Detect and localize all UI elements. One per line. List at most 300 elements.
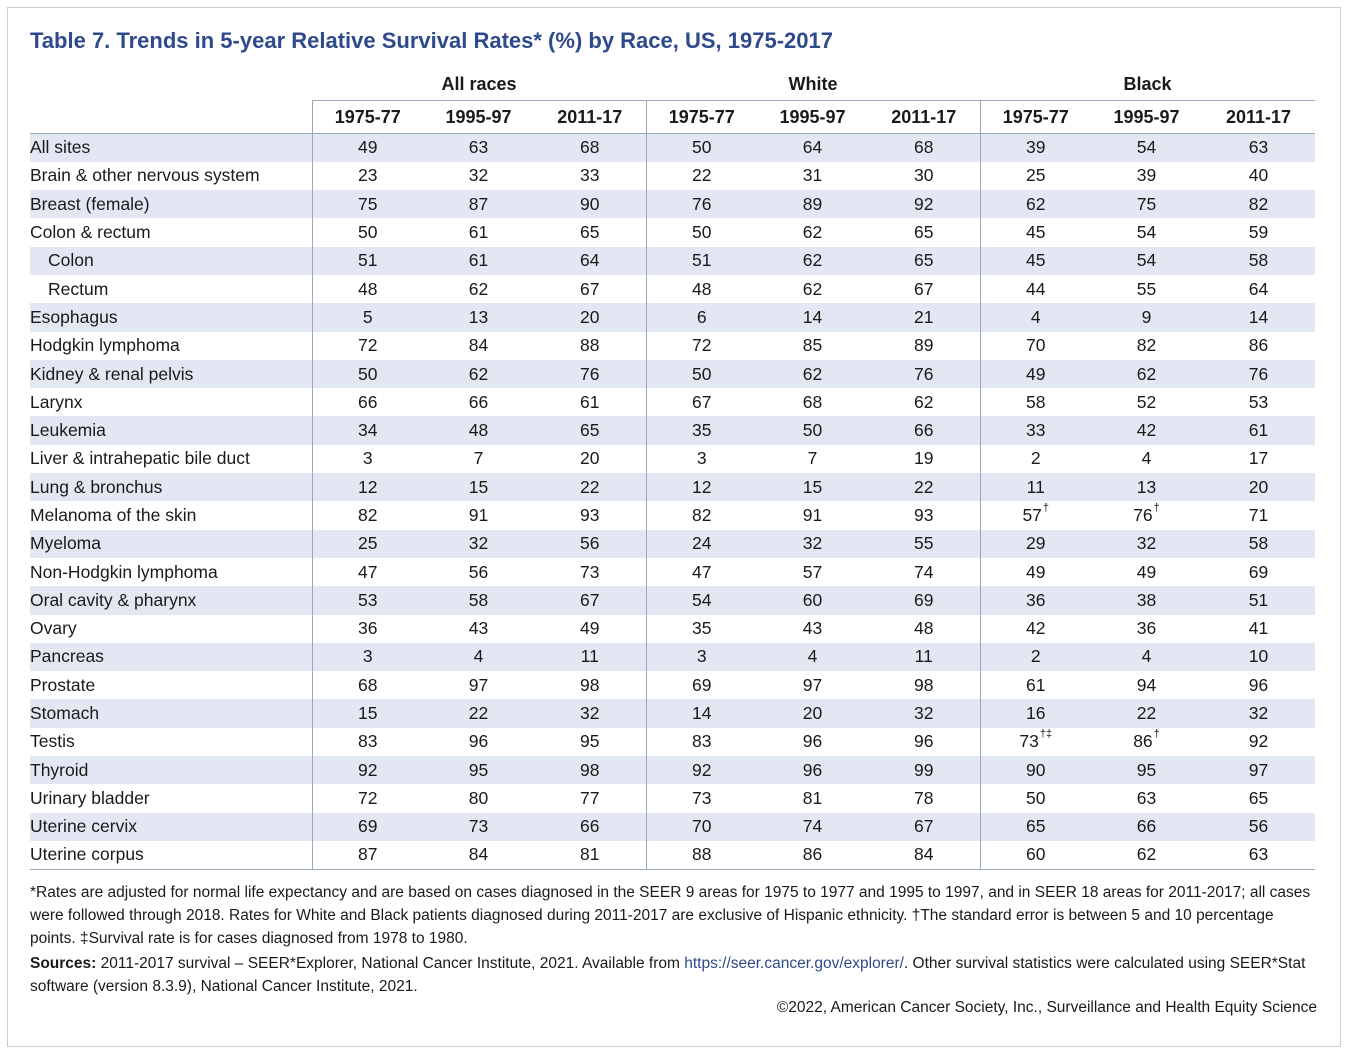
- cell-value: 62: [1136, 844, 1157, 865]
- table-cell: [534, 275, 646, 303]
- cell-value: 82: [1248, 193, 1269, 214]
- row-label: Testis: [30, 731, 75, 752]
- cell-value: 6: [696, 306, 707, 327]
- cell-value: 33: [1026, 420, 1046, 441]
- cell-value: 70: [692, 816, 712, 837]
- cell-value: 50: [1026, 787, 1046, 808]
- table-cell: [757, 134, 868, 162]
- row-label: Rectum: [48, 278, 109, 299]
- table-cell: [757, 784, 868, 812]
- period-header: 1975-77: [312, 101, 423, 134]
- table-cell: [980, 303, 1091, 331]
- cell-value: 7: [473, 448, 484, 469]
- cell-value: 4: [807, 646, 818, 667]
- table-cell: [534, 841, 646, 869]
- cell-value: 14: [1248, 306, 1269, 327]
- table-cell: [312, 218, 423, 246]
- table-row: [30, 275, 1315, 303]
- cell-value: 51: [358, 250, 378, 271]
- table-cell: [757, 445, 868, 473]
- table-cell: [423, 699, 534, 727]
- table-title: Table 7. Trends in 5-year Relative Survival Rates* (%) by Race, US, 1975-2017: [30, 28, 833, 53]
- cell-value: 75: [358, 193, 378, 214]
- row-label: Uterine corpus: [30, 841, 312, 869]
- cell-value: 43: [802, 618, 823, 639]
- table-cell: [423, 445, 534, 473]
- table-cell: [312, 841, 423, 869]
- cell-value: 33: [580, 165, 600, 186]
- cell-value: 92: [1248, 731, 1269, 752]
- table-cell: [757, 218, 868, 246]
- cell-value: 3: [362, 448, 373, 469]
- table-cell: [980, 728, 1091, 756]
- table-row: [30, 218, 1315, 246]
- row-label: Non-Hodgkin lymphoma: [30, 561, 218, 582]
- table-cell: [757, 671, 868, 699]
- cell-value: 22: [468, 703, 489, 724]
- table-cell: [980, 416, 1091, 444]
- cell-value: 2: [1030, 646, 1041, 667]
- cell-value: 15: [802, 476, 823, 497]
- table-cell: [1202, 784, 1315, 812]
- row-label: Myeloma: [30, 533, 101, 554]
- table-cell: [980, 558, 1091, 586]
- table-row: [30, 134, 1315, 162]
- cell-value: 58: [1248, 250, 1269, 271]
- cell-value: 89: [802, 193, 823, 214]
- cell-value: 32: [1248, 703, 1269, 724]
- period-header: 1975-77: [646, 101, 757, 134]
- table-cell: [1091, 558, 1202, 586]
- table-cell: [1202, 332, 1315, 360]
- cell-value: 96: [1248, 674, 1269, 695]
- table-cell: [534, 530, 646, 558]
- cell-value: 73: [1019, 731, 1039, 752]
- table-cell: [312, 501, 423, 529]
- table-cell: [312, 586, 423, 614]
- table-cell: [534, 558, 646, 586]
- table-cell: [534, 699, 646, 727]
- cell-value: 72: [692, 335, 712, 356]
- cell-value: 62: [802, 363, 823, 384]
- cell-value: 52: [1136, 391, 1157, 412]
- table-cell: [534, 728, 646, 756]
- table-row: [30, 615, 1315, 643]
- table-cell: [1091, 162, 1202, 190]
- table-cell: [534, 332, 646, 360]
- table-cell: [646, 671, 757, 699]
- table-cell: [1202, 303, 1315, 331]
- cell-value: 81: [580, 844, 600, 865]
- table-cell: [868, 360, 980, 388]
- table-cell: [980, 360, 1091, 388]
- table-cell: [646, 303, 757, 331]
- cell-value: 32: [802, 533, 823, 554]
- cell-value: 96: [914, 731, 934, 752]
- table-cell: [757, 615, 868, 643]
- cell-value: 25: [358, 533, 378, 554]
- cell-value: 73: [692, 787, 712, 808]
- table-cell: [980, 388, 1091, 416]
- cell-value: 54: [692, 589, 712, 610]
- cell-value: 3: [696, 646, 707, 667]
- cell-value: 65: [580, 420, 600, 441]
- cell-value: 50: [692, 363, 712, 384]
- cell-value: 49: [580, 618, 600, 639]
- cell-value: 86: [802, 844, 823, 865]
- table-row: [30, 445, 1315, 473]
- table-cell: [646, 841, 757, 869]
- table-cell: [1091, 671, 1202, 699]
- copyright-line: ©2022, American Cancer Society, Inc., Surveillance and Health Equity Science: [776, 999, 1317, 1016]
- sources-text: 2011-2017 survival – SEER*Explorer, National Cancer Institute, 2021. Available from: [96, 955, 685, 972]
- table-cell: [646, 162, 757, 190]
- table-cell: [868, 190, 980, 218]
- row-label: Kidney & renal pelvis: [30, 363, 194, 384]
- table-cell: [423, 841, 534, 869]
- cell-value: 22: [580, 476, 600, 497]
- cell-value: 91: [468, 505, 489, 525]
- table-cell: [312, 643, 423, 671]
- table-cell: [757, 728, 868, 756]
- cell-value: 20: [580, 448, 600, 469]
- cell-value: 67: [914, 816, 934, 837]
- cell-value: 89: [914, 335, 934, 356]
- table-cell: [646, 416, 757, 444]
- table-cell: [423, 218, 534, 246]
- cell-value: 32: [580, 703, 600, 724]
- table-cell: [980, 671, 1091, 699]
- table-cell: [757, 388, 868, 416]
- cell-value: 82: [358, 505, 378, 525]
- table-cell: [868, 558, 980, 586]
- table-cell: [980, 134, 1091, 162]
- cell-value: 3: [696, 448, 707, 469]
- table-cell: [757, 586, 868, 614]
- cell-value: 90: [580, 193, 600, 214]
- cell-value: 50: [692, 137, 712, 158]
- cell-value: 4: [473, 646, 484, 667]
- table-cell: [1091, 530, 1202, 558]
- row-label: Thyroid: [30, 759, 89, 780]
- table-cell: [646, 247, 757, 275]
- table-cell: [980, 162, 1091, 190]
- table-cell: [868, 473, 980, 501]
- cell-value: 93: [580, 505, 600, 525]
- table-row: [30, 756, 1315, 784]
- table-cell: [1091, 643, 1202, 671]
- cell-value: 47: [358, 561, 378, 582]
- table-cell: [757, 643, 868, 671]
- cell-value: 62: [802, 250, 823, 271]
- cell-value: 86: [1248, 335, 1269, 356]
- table-cell: [312, 530, 423, 558]
- table-cell: [1091, 388, 1202, 416]
- cell-value: 23: [358, 165, 378, 186]
- table-cell: [757, 162, 868, 190]
- cell-value: 49: [1026, 363, 1046, 384]
- survival-table: [30, 68, 1315, 870]
- table-cell: [757, 841, 868, 869]
- cell-value: 24: [692, 533, 712, 554]
- cell-value: 78: [914, 787, 934, 808]
- cell-value: 63: [468, 137, 489, 158]
- table-row: [30, 360, 1315, 388]
- table-cell: [1202, 756, 1315, 784]
- cell-value: 58: [1026, 391, 1046, 412]
- table-cell: [312, 134, 423, 162]
- cell-value: 57: [802, 561, 823, 582]
- row-label: Lung & bronchus: [30, 476, 163, 497]
- row-label: Uterine cervix: [30, 816, 137, 837]
- table-cell: [1091, 134, 1202, 162]
- table-cell: [534, 671, 646, 699]
- cell-value: 4: [1030, 306, 1041, 327]
- period-header-row: [30, 101, 1315, 134]
- cell-value: 53: [1248, 391, 1269, 412]
- cell-value: 69: [358, 816, 378, 837]
- cell-value: 90: [1026, 759, 1046, 780]
- footnote-mark: †: [1042, 502, 1050, 514]
- cell-value: 50: [358, 363, 378, 384]
- cell-value: 49: [1026, 561, 1046, 582]
- table-cell: [868, 643, 980, 671]
- cell-value: 60: [802, 589, 823, 610]
- table-cell: [980, 586, 1091, 614]
- table-cell: [980, 332, 1091, 360]
- table-cell: [980, 445, 1091, 473]
- table-cell: [980, 501, 1091, 529]
- table-body: [30, 134, 1315, 870]
- cell-value: 36: [1136, 618, 1157, 639]
- cell-value: 5: [362, 306, 373, 327]
- table-cell: [646, 558, 757, 586]
- row-label: Prostate: [30, 674, 96, 695]
- row-label: Larynx: [30, 391, 83, 412]
- cell-value: 62: [1136, 363, 1157, 384]
- table-cell: [646, 586, 757, 614]
- cell-value: 57: [1022, 505, 1042, 525]
- cell-value: 12: [358, 476, 378, 497]
- cell-value: 47: [692, 561, 712, 582]
- table-cell: [312, 416, 423, 444]
- table-cell: [1202, 699, 1315, 727]
- cell-value: 59: [1248, 222, 1269, 243]
- table-cell: [1091, 247, 1202, 275]
- table-row: [30, 728, 1315, 756]
- table-cell: [646, 134, 757, 162]
- cell-value: 82: [1136, 335, 1157, 356]
- table-row: [30, 388, 1315, 416]
- table-cell: [1202, 671, 1315, 699]
- table-cell: [534, 162, 646, 190]
- cell-value: 20: [802, 703, 823, 724]
- table-cell: [868, 530, 980, 558]
- table-cell: [312, 473, 423, 501]
- cell-value: 7: [807, 448, 818, 469]
- table-cell: [646, 388, 757, 416]
- cell-value: 63: [1136, 787, 1157, 808]
- cell-value: 66: [1136, 816, 1157, 837]
- period-header: 2011-17: [868, 101, 980, 134]
- stub-header-blank: [30, 101, 312, 134]
- cell-value: 50: [802, 420, 823, 441]
- table-row: [30, 190, 1315, 218]
- cell-value: 66: [358, 391, 378, 412]
- cell-value: 83: [692, 731, 712, 752]
- table-row: [30, 671, 1315, 699]
- cell-value: 98: [580, 674, 600, 695]
- table-cell: [534, 643, 646, 671]
- table-cell: [980, 784, 1091, 812]
- cell-value: 42: [1136, 420, 1157, 441]
- cell-value: 11: [580, 646, 599, 667]
- table-cell: [312, 784, 423, 812]
- table-cell: [1202, 275, 1315, 303]
- cell-value: 74: [802, 816, 823, 837]
- table-cell: [757, 813, 868, 841]
- table-cell: [757, 501, 868, 529]
- cell-value: 45: [1026, 222, 1046, 243]
- cell-value: 85: [802, 335, 823, 356]
- cell-value: 96: [802, 731, 823, 752]
- cell-value: 73: [468, 816, 489, 837]
- group-header-white: White: [788, 73, 838, 94]
- table-cell: [757, 699, 868, 727]
- table-cell: [1091, 501, 1202, 529]
- cell-value: 4: [1141, 448, 1152, 469]
- table-cell: [980, 643, 1091, 671]
- cell-value: 32: [468, 533, 489, 554]
- cell-value: 22: [692, 165, 712, 186]
- cell-value: 48: [468, 420, 489, 441]
- cell-value: 53: [358, 589, 378, 610]
- cell-value: 76: [1133, 505, 1153, 525]
- cell-value: 68: [802, 391, 823, 412]
- cell-value: 94: [1136, 674, 1157, 695]
- cell-value: 11: [914, 646, 933, 667]
- cell-value: 84: [914, 844, 934, 865]
- table-cell: [534, 813, 646, 841]
- table-cell: [868, 615, 980, 643]
- table-cell: [534, 303, 646, 331]
- table-cell: [423, 162, 534, 190]
- cell-value: 76: [914, 363, 934, 384]
- table-cell: [534, 586, 646, 614]
- period-header: 2011-17: [1202, 101, 1315, 134]
- table-cell: [868, 671, 980, 699]
- cell-value: 42: [1026, 618, 1046, 639]
- table-cell: [868, 247, 980, 275]
- table-cell: [423, 416, 534, 444]
- table-cell: [1202, 190, 1315, 218]
- cell-value: 58: [468, 589, 489, 610]
- cell-value: 92: [914, 193, 934, 214]
- cell-value: 84: [468, 335, 489, 356]
- table-cell: [423, 784, 534, 812]
- table-cell: [1091, 473, 1202, 501]
- cell-value: 44: [1026, 278, 1046, 299]
- table-cell: [868, 699, 980, 727]
- cell-value: 17: [1248, 448, 1269, 469]
- cell-value: 71: [1248, 505, 1269, 525]
- table-row: [30, 784, 1315, 812]
- table-cell: [1091, 445, 1202, 473]
- row-label: Liver & intrahepatic bile duct: [30, 448, 250, 469]
- table-cell: [534, 416, 646, 444]
- table-cell: [980, 530, 1091, 558]
- seer-explorer-link[interactable]: https://seer.cancer.gov/explorer/: [684, 955, 904, 972]
- cell-value: 76: [580, 363, 600, 384]
- table-cell: [646, 360, 757, 388]
- table-cell: [868, 784, 980, 812]
- row-label: Brain & other nervous system: [30, 165, 260, 186]
- cell-value: 41: [1248, 618, 1269, 639]
- table-cell: [646, 784, 757, 812]
- table-cell: [312, 275, 423, 303]
- cell-value: 68: [358, 674, 378, 695]
- cell-value: 67: [580, 278, 600, 299]
- table-cell: [757, 332, 868, 360]
- footnote: *Rates are adjusted for normal life expectancy and are based on cases diagnosed in the SEER 9 areas for 1975 to 1977 and 1995 to 1997, and in SEER 18 areas for 2011-2017; all cases were followed through 2018. Rates for White and Black patients diagnosed during 2011-2017 are exclusive of Hispanic ethnicity. †The standard error is between 5 and 10 percentage points. ‡Survival rate is for cases diagnosed from 1978 to 1980.: [30, 884, 1311, 947]
- cell-value: 81: [802, 787, 823, 808]
- table-cell: [423, 388, 534, 416]
- sources-text-continued: . Other survival statistics were calculated using SEER*Stat software (version 8.3.9), National Cancer Institute, 2021.: [30, 955, 1306, 995]
- table-cell: [1202, 445, 1315, 473]
- cell-value: 25: [1026, 165, 1046, 186]
- table-cell: [868, 218, 980, 246]
- cell-value: 20: [1248, 476, 1269, 497]
- table-cell: [312, 332, 423, 360]
- row-label: Leukemia: [30, 420, 106, 441]
- row-label: Urinary bladder: [30, 787, 150, 808]
- period-header: 1995-97: [1091, 101, 1202, 134]
- table-row: [30, 841, 1315, 869]
- row-label: Melanoma of the skin: [30, 505, 197, 525]
- cell-value: 61: [468, 250, 489, 271]
- row-label: Stomach: [30, 703, 100, 724]
- cell-value: 32: [468, 165, 489, 186]
- row-label: Breast (female): [30, 193, 150, 214]
- table-cell: [312, 247, 423, 275]
- table-cell: [1202, 473, 1315, 501]
- table-cell: [1091, 586, 1202, 614]
- cell-value: 68: [580, 137, 600, 158]
- cell-value: 65: [580, 222, 600, 243]
- table-cell: [757, 360, 868, 388]
- table-cell: [312, 303, 423, 331]
- cell-value: 50: [358, 222, 378, 243]
- cell-value: 97: [468, 674, 489, 695]
- cell-value: 76: [692, 193, 712, 214]
- table-cell: [646, 756, 757, 784]
- table-cell: [1202, 134, 1315, 162]
- cell-value: 82: [692, 505, 712, 525]
- table-cell: [646, 728, 757, 756]
- table-cell: [646, 190, 757, 218]
- cell-value: 45: [1026, 250, 1046, 271]
- table-cell: [980, 218, 1091, 246]
- cell-value: 86: [1133, 731, 1153, 752]
- table-cell: [868, 275, 980, 303]
- table-cell: [868, 756, 980, 784]
- table-cell: [534, 218, 646, 246]
- table-cell: [1202, 360, 1315, 388]
- cell-value: 77: [580, 787, 600, 808]
- table-cell: [423, 586, 534, 614]
- table-cell: [534, 190, 646, 218]
- row-label: Hodgkin lymphoma: [30, 335, 180, 356]
